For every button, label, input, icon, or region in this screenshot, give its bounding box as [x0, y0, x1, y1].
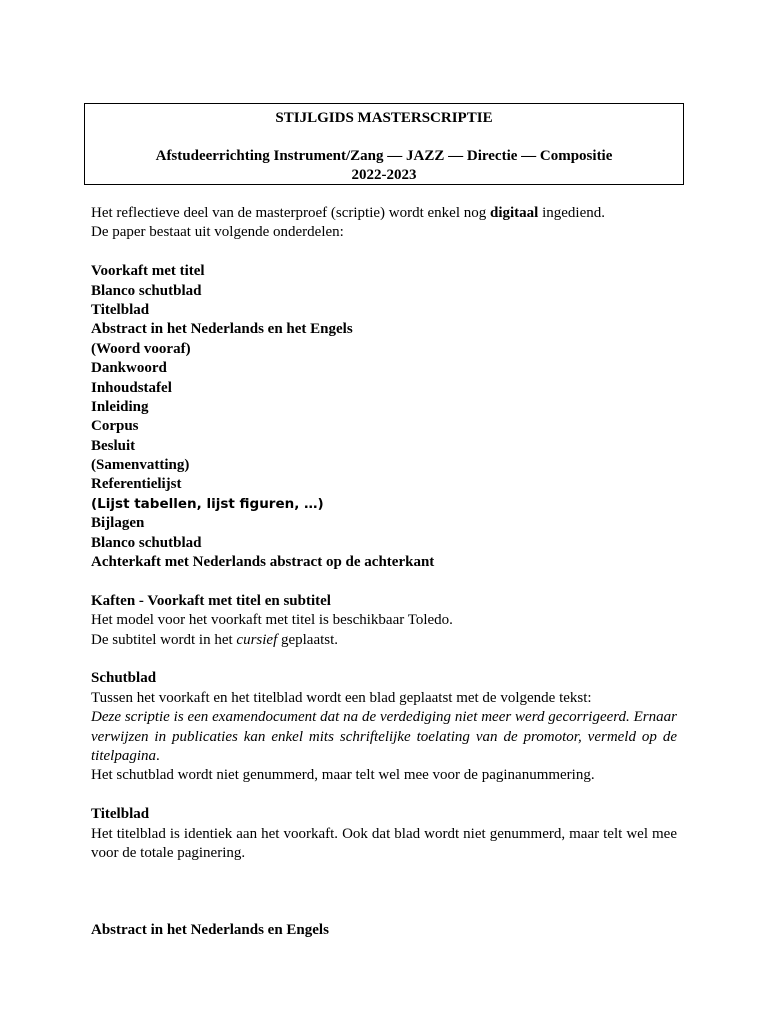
list-item: Blanco schutblad — [91, 534, 202, 551]
spacer — [91, 572, 677, 591]
section-heading-kaften: Kaften - Voorkaft met titel en subtitel — [91, 592, 331, 609]
list-item: Titelblad — [91, 301, 150, 318]
list-item: Besluit — [91, 437, 136, 454]
titelblad-text: Het titelblad is identiek aan het voorkaft. Ook dat blad wordt niet genummerd, maar telt wel mee voor de totale paginering. — [91, 825, 677, 861]
schutblad-quote — [91, 708, 677, 766]
document-title: STIJLGIDS MASTERSCRIPTIE — [275, 110, 493, 126]
kaften-text-end: geplaatst. — [277, 631, 339, 648]
spacer — [91, 243, 677, 262]
intro-line-1 — [91, 204, 677, 223]
title-box — [84, 103, 684, 185]
intro-text-end: ingediend. — [538, 205, 605, 221]
list-item: Corpus — [91, 418, 139, 435]
list-item: Voorkaft met titel — [91, 263, 205, 280]
kaften-line-1: Het model voor het voorkaft met titel is beschikbaar Toledo. — [91, 612, 453, 629]
spacer — [91, 650, 677, 669]
schutblad-quote-text: Deze scriptie is een examendocument dat na de verdediging niet meer werd gecorrigeerd. Ernaar verwijzen in publicaties kan enkel mits schriftelijke toelating van de promotor, vermeld op de titelpagina — [91, 709, 677, 764]
spacer — [91, 863, 677, 921]
kaften-italic: cursief — [236, 631, 278, 648]
parts-list — [91, 262, 677, 572]
schutblad-quote-end: . — [156, 747, 160, 764]
list-item: (Lijst tabellen, lijst figuren, …) — [91, 495, 324, 512]
list-item: Abstract in het Nederlands en het Engels — [91, 321, 353, 338]
academic-year: 2022-2023 — [351, 167, 417, 183]
document-body — [91, 204, 677, 941]
kaften-line-2 — [91, 631, 677, 650]
kaften-text: De subtitel wordt in het — [91, 631, 237, 648]
list-item: Achterkaft met Nederlands abstract op de achterkant — [91, 554, 435, 571]
document-subtitle: Afstudeerrichting Instrument/Zang — JAZZ — Directie — Compositie — [155, 148, 613, 164]
intro-line-2: De paper bestaat uit volgende onderdelen: — [91, 224, 344, 241]
section-heading-abstract: Abstract in het Nederlands en Engels — [91, 922, 329, 939]
spacer — [91, 786, 677, 805]
list-item: Blanco schutblad — [91, 282, 202, 299]
list-item: Inhoudstafel — [91, 379, 172, 396]
list-item: (Samenvatting) — [91, 457, 190, 474]
list-item: Dankwoord — [91, 360, 167, 377]
schutblad-line-1: Tussen het voorkaft en het titelblad wordt een blad geplaatst met de volgende tekst: — [91, 689, 592, 706]
section-heading-schutblad: Schutblad — [91, 670, 157, 687]
list-item: Bijlagen — [91, 515, 145, 532]
list-item: Referentielijst — [91, 476, 182, 493]
section-heading-titelblad: Titelblad — [91, 806, 150, 823]
intro-emphasis: digitaal — [490, 205, 539, 221]
list-item: (Woord vooraf) — [91, 340, 191, 357]
list-item: Inleiding — [91, 398, 149, 415]
schutblad-line-2: Het schutblad wordt niet genummerd, maar telt wel mee voor de paginanummering. — [91, 767, 595, 784]
intro-text: Het reflectieve deel van de masterproef (scriptie) wordt enkel nog — [91, 205, 490, 221]
